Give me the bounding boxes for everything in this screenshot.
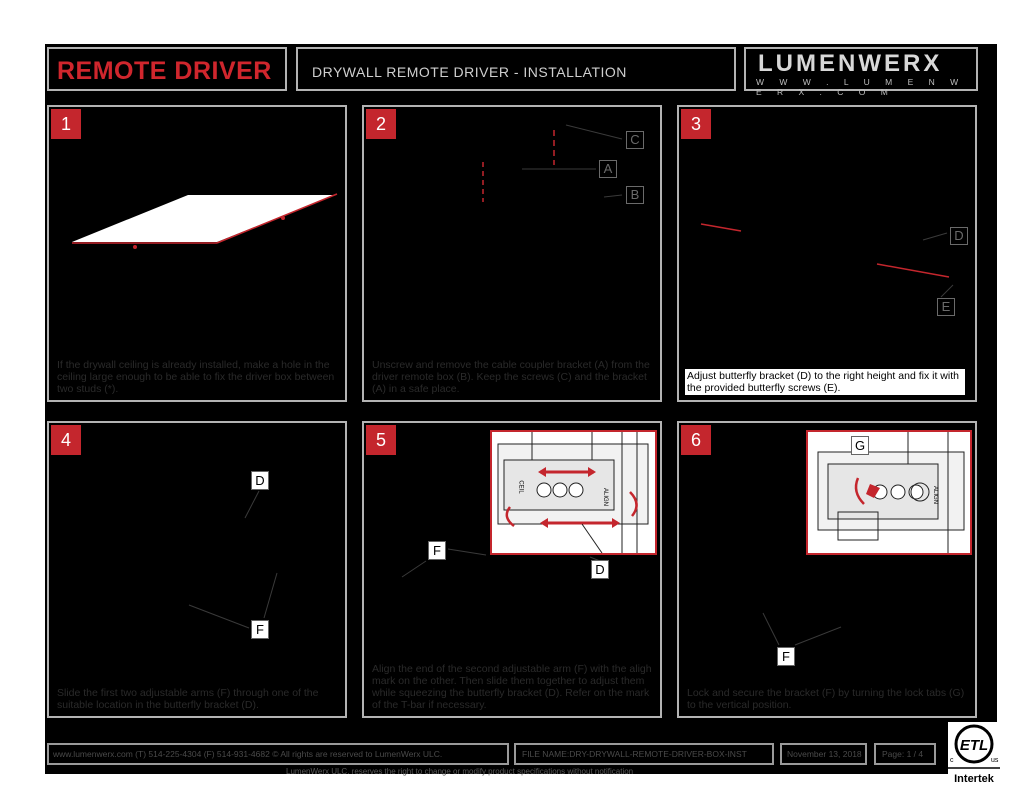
- adjustable-arms-illustration: [49, 423, 345, 716]
- step-caption: Slide the first two adjustable arms (F) through one of the suitable location in the butterfly bracket (D).: [57, 687, 319, 711]
- etl-country-c: c: [950, 757, 954, 764]
- stud-marker: [281, 216, 285, 220]
- label-f: F: [777, 647, 795, 666]
- label-f: F: [251, 620, 269, 639]
- align-mark-text: CEIL: [517, 480, 524, 494]
- page-title: REMOTE DRIVER: [57, 57, 272, 85]
- step-panel-1: [47, 105, 347, 402]
- etl-certification-mark: [948, 722, 1000, 788]
- etl-listed-icon: [948, 722, 1000, 788]
- step-panel-6: [677, 421, 977, 718]
- logo-wordmark: LUMENWERX: [758, 50, 943, 77]
- label-g: G: [851, 436, 869, 455]
- step-number: 5: [366, 425, 396, 455]
- etl-text: ETL: [959, 737, 989, 754]
- step-caption: Unscrew and remove the cable coupler bracket (A) from the driver remote box (B). Keep the screws (C) and the bracket (A) in a safe place.: [372, 359, 650, 395]
- step-number: 6: [681, 425, 711, 455]
- label-f: F: [428, 541, 446, 560]
- footer-contact: www.lumenwerx.com (T) 514-225-4304 (F) 514-931-4682 © All rights are reserved to LumenWerx ULC.: [47, 743, 509, 765]
- intertek-text: Intertek: [954, 773, 994, 785]
- footer-disclaimer: LumenWerx ULC. reserves the right to change or modify product specifications without notification: [286, 767, 634, 776]
- leader-lines: [679, 423, 975, 716]
- step-number: 1: [51, 109, 81, 139]
- brand-logo: [744, 47, 978, 97]
- step-panel-4: [47, 421, 347, 718]
- etl-country-us: us: [991, 757, 999, 764]
- step-caption: Align the end of the second adjustable arm (F) with the aligh mark on the other. Then slide them together to adjust them while squeezing the butterfly bracket (D). Refer on the mark of the T-bar if necessary.: [372, 663, 652, 711]
- footer-page: Page: 1 / 4: [874, 743, 936, 765]
- step-caption: Lock and secure the bracket (F) by turning the lock tabs (G) to the vertical position.: [687, 687, 965, 711]
- footer-date: November 13, 2018: [780, 743, 867, 765]
- step-panel-5: [362, 421, 662, 718]
- label-d: D: [591, 560, 609, 579]
- label-c: C: [626, 131, 644, 149]
- step-number: 2: [366, 109, 396, 139]
- footer-file-name: FILE NAME:DRY-DRYWALL-REMOTE-DRIVER-BOX-INST: [514, 743, 774, 765]
- label-d: D: [251, 471, 269, 490]
- step-caption: Adjust butterfly bracket (D) to the right height and fix it with the provided butterfly screws (E).: [685, 369, 965, 395]
- step-number: 4: [51, 425, 81, 455]
- label-b: B: [626, 186, 644, 204]
- step-panel-3: [677, 105, 977, 402]
- align-mark-text: ALIGN: [932, 485, 939, 505]
- align-mark-text: ALIGN: [602, 487, 609, 507]
- header-title-box: [47, 47, 287, 91]
- label-a: A: [599, 160, 617, 178]
- label-d: D: [950, 227, 968, 245]
- step-caption: If the drywall ceiling is already installed, make a hole in the ceiling large enough to be able to fix the driver box between two studs (*).: [57, 359, 335, 395]
- page-subtitle: DRYWALL REMOTE DRIVER - INSTALLATION: [312, 64, 627, 80]
- step-number: 3: [681, 109, 711, 139]
- logo-url: W W W . L U M E N W E R X . C O M: [756, 77, 965, 97]
- drywall-hole-illustration: [49, 107, 345, 400]
- driver-box-illustration: [364, 107, 660, 400]
- butterfly-bracket-illustration: [679, 107, 975, 400]
- header-subtitle-box: [296, 47, 736, 91]
- stud-marker: [133, 245, 137, 249]
- step-panel-2: [362, 105, 662, 402]
- label-e: E: [937, 298, 955, 316]
